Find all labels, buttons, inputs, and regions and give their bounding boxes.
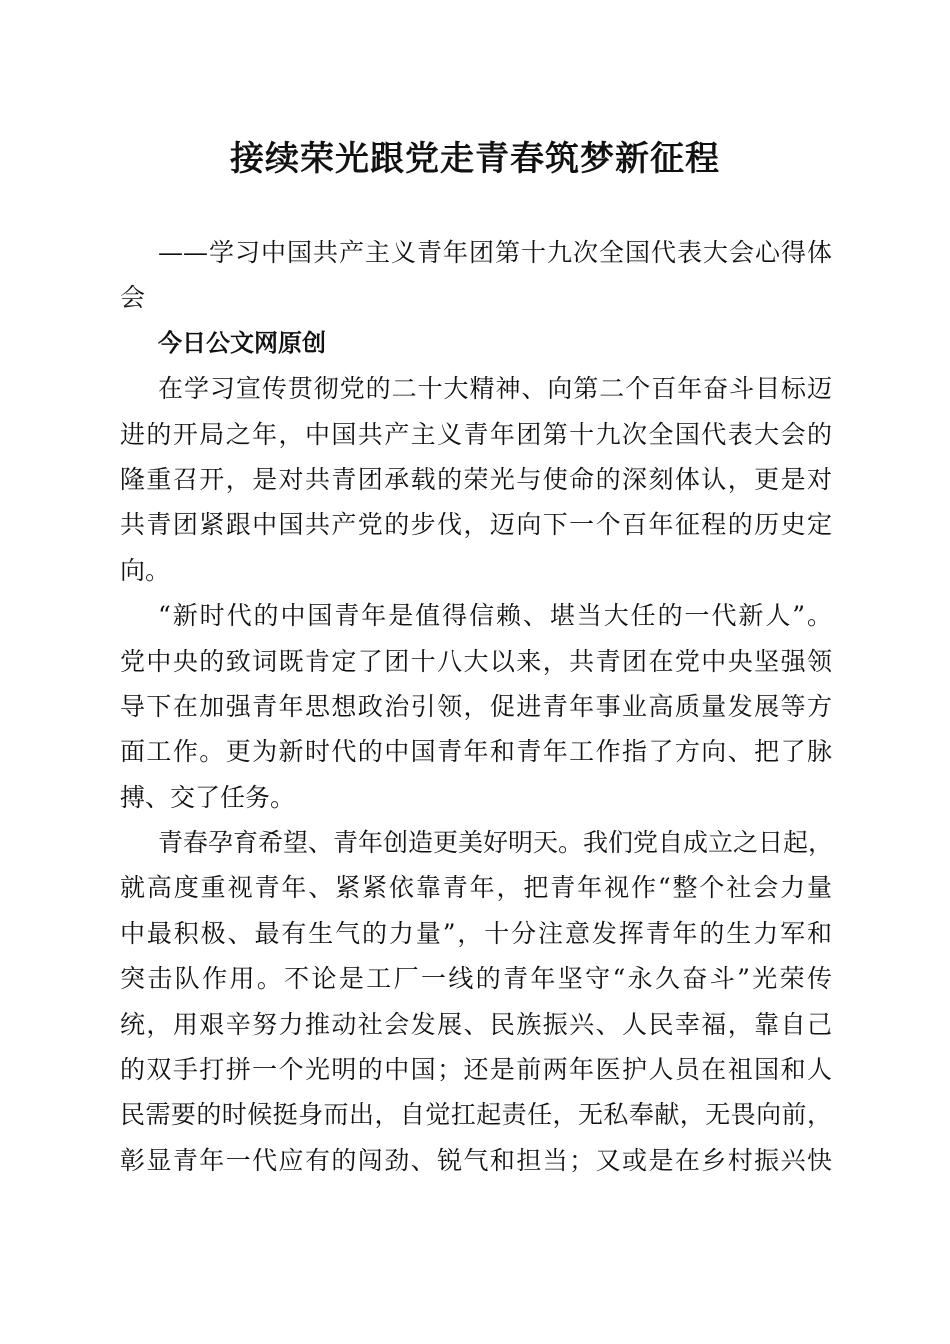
- paragraph-line: 向。: [120, 555, 171, 585]
- paragraph-line: 面工作。更为新时代的中国青年和青年工作指了方向、把了脉: [120, 737, 832, 767]
- paragraph-line: 彰显青年一代应有的闯劲、锐气和担当；又或是在乡村振兴快: [120, 1145, 832, 1175]
- paragraph-line: 统，用艰辛努力推动社会发展、民族振兴、人民幸福，靠自己: [120, 1009, 832, 1039]
- paragraph-line: 就高度重视青年、紧紧依靠青年，把青年视作“整个社会力量: [120, 873, 832, 903]
- paragraph-line: 民需要的时候挺身而出，自觉扛起责任，无私奉献，无畏向前，: [120, 1100, 832, 1130]
- paragraph-line: 中最积极、最有生气的力量”，十分注意发挥青年的生力军和: [120, 918, 832, 948]
- paragraph-line: 突击队作用。不论是工厂一线的青年坚守“永久奋斗”光荣传: [120, 964, 832, 994]
- subtitle-line: 会: [120, 283, 146, 313]
- paragraph-line: 搏、交了任务。: [120, 782, 296, 812]
- source-line: 今日公文网原创: [158, 328, 326, 357]
- paragraph-line: 隆重召开，是对共青团承载的荣光与使命的深刻体认，更是对: [120, 464, 832, 494]
- document-body: [120, 230, 832, 1183]
- paragraph-line: “新时代的中国青年是值得信赖、堪当大任的一代新人”。: [158, 601, 832, 631]
- subtitle-line: ——学习中国共产主义青年团第十九次全国代表大会心得体: [158, 238, 832, 267]
- paragraph-line: 的双手打拼一个光明的中国；还是前两年医护人员在祖国和人: [120, 1055, 832, 1085]
- paragraph-line: 党中央的致词既肯定了团十八大以来，共青团在党中央坚强领: [120, 646, 832, 676]
- paragraph-line: 共青团紧跟中国共产党的步伐，迈向下一个百年征程的历史定: [120, 510, 832, 540]
- document-title: 接续荣光跟党走青春筑梦新征程: [230, 139, 720, 179]
- paragraph-line: 在学习宣传贯彻党的二十大精神、向第二个百年奋斗目标迈: [158, 374, 832, 404]
- paragraph-line: 导下在加强青年思想政治引领，促进青年事业高质量发展等方: [120, 691, 832, 721]
- paragraph-line: 青春孕育希望、青年创造更美好明天。我们党自成立之日起，: [158, 828, 834, 858]
- paragraph-line: 进的开局之年，中国共产主义青年团第十九次全国代表大会的: [120, 419, 832, 449]
